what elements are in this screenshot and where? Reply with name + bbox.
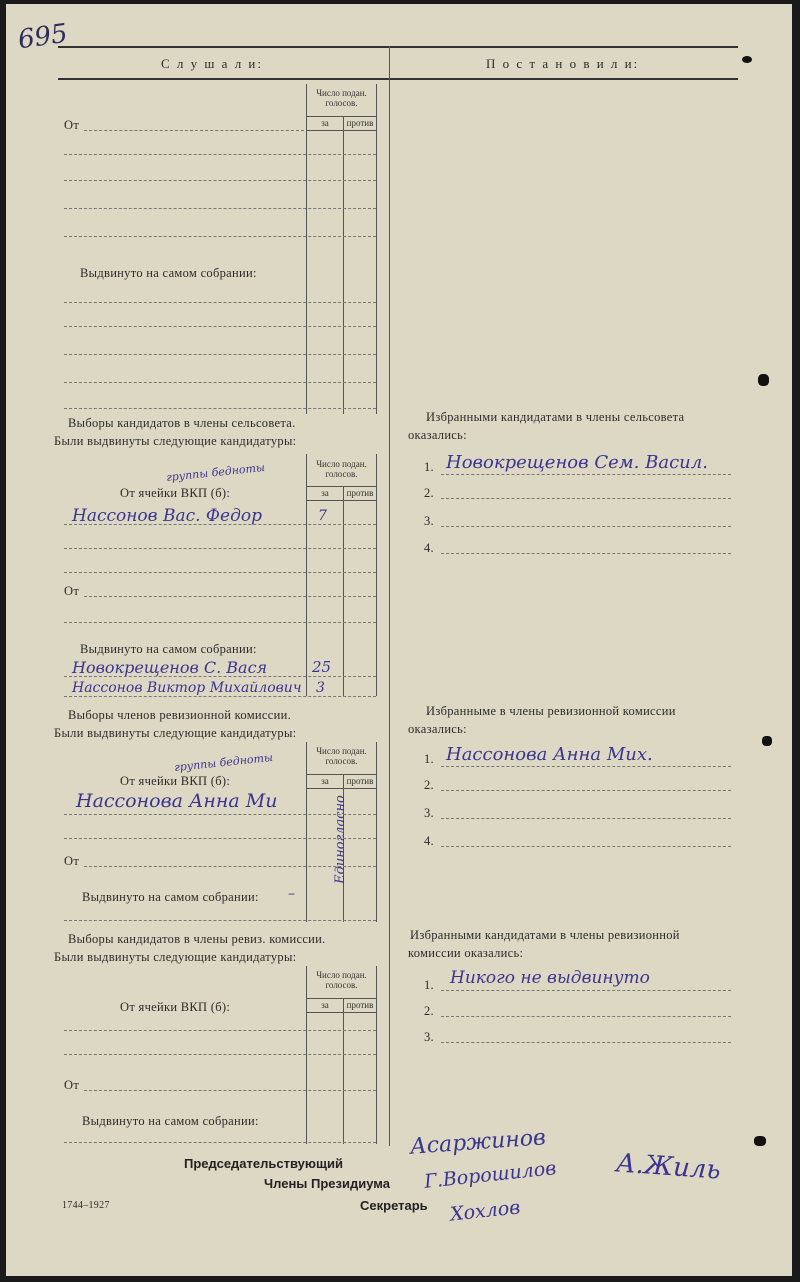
section4-from-label: От — [64, 1078, 80, 1092]
section4-heading-1: Выборы кандидатов в члены ревиз. комиссии. — [68, 932, 326, 946]
section3-vote-note: Единогласно — [332, 795, 348, 884]
section3-result-line-2: оказались: — [408, 722, 467, 736]
vote-col-against: против — [346, 118, 374, 128]
section2-candidate-1: Нассонов Вас. Федор — [72, 506, 262, 526]
elected-number: 2. — [424, 778, 434, 792]
section3-candidate-1: Нассонова Анна Ми — [76, 790, 278, 812]
section2-nominated-1: Новокрещенов С. Вася — [72, 658, 268, 677]
secretary-signature: Хохлов — [449, 1196, 522, 1226]
vote-table-rule — [306, 500, 376, 501]
form-line — [64, 696, 376, 697]
section3-cell-annotation: группы бедноты — [173, 750, 274, 775]
form-line — [441, 790, 731, 791]
section2-nominated-2: Нассонов Виктор Михайлович — [72, 680, 302, 696]
vote-table-mid-border — [343, 116, 344, 414]
form-line — [64, 524, 376, 525]
form-line — [64, 838, 376, 839]
section2-nominated-1-votes: 25 — [312, 658, 332, 676]
page-number: 695 — [16, 18, 70, 56]
form-line — [441, 1042, 731, 1043]
vote-table-rule — [306, 788, 376, 789]
ink-blot — [754, 1136, 766, 1146]
vote-table-right-border — [376, 454, 377, 696]
form-line — [441, 818, 731, 819]
section4-result-line-2: комиссии оказались: — [408, 946, 524, 960]
form-line — [64, 236, 376, 237]
section4-nominated-label: Выдвинуто на самом собрании: — [82, 1114, 259, 1128]
elected-number: 2. — [424, 1004, 434, 1018]
vote-table-title: Число подан. голосов. — [316, 88, 367, 108]
vote-table-left-border — [306, 966, 307, 1144]
vote-table-title: Число подан. голосов. — [316, 970, 367, 990]
form-line — [64, 408, 376, 409]
header-top-rule — [58, 46, 738, 48]
section4-result-line-1: Избранными кандидатами в члены ревизионной — [410, 928, 680, 942]
vote-col-against: против — [346, 488, 374, 498]
form-line — [84, 1090, 376, 1091]
section3-from-cell-label: От ячейки ВКП (б): — [120, 774, 231, 788]
section2-candidate-1-votes: 7 — [318, 508, 327, 524]
form-line — [64, 676, 376, 677]
secretary-label: Секретарь — [360, 1198, 428, 1213]
vote-col-against: против — [346, 1000, 374, 1010]
vote-table-left-border — [306, 84, 307, 414]
vote-table-left-border — [306, 742, 307, 922]
section3-nominated-label: Выдвинуто на самом собрании: — [82, 890, 259, 904]
form-line — [64, 208, 376, 209]
section3-from-label: От — [64, 854, 80, 868]
vote-col-against: против — [346, 776, 374, 786]
form-line — [64, 302, 376, 303]
chair-label: Председательствующий — [184, 1156, 343, 1171]
form-line — [64, 920, 376, 921]
ink-blot — [762, 736, 772, 746]
form-line — [64, 1054, 376, 1055]
elected-number: 3. — [424, 806, 434, 820]
section3-heading-1: Выборы членов ревизионной комиссии. — [68, 708, 292, 722]
section2-result-line-1: Избранными кандидатами в члены сельсовета — [426, 410, 685, 424]
section1-nominated-label: Выдвинуто на самом собрании: — [80, 266, 257, 280]
vote-table-rule — [306, 998, 376, 999]
form-line — [441, 990, 731, 991]
form-line — [84, 130, 304, 131]
vote-col-for: за — [321, 1000, 329, 1010]
form-line — [64, 354, 376, 355]
form-line — [441, 553, 731, 554]
elected-number: 1. — [424, 752, 434, 766]
chair-signature: Асаржинов — [409, 1125, 547, 1160]
header-resolved: П о с т а н о в и л и: — [486, 56, 640, 71]
section3-result-line-1: Избранныме в члены ревизионной комиссии — [426, 704, 676, 718]
elected-number: 3. — [424, 1030, 434, 1044]
elected-number: 3. — [424, 514, 434, 528]
document-page — [6, 4, 792, 1276]
section2-heading-2: Были выдвинуты следующие кандидатуры: — [54, 434, 297, 448]
form-line — [64, 548, 376, 549]
members-signature: Г.Ворошилов — [423, 1157, 558, 1193]
elected-number: 2. — [424, 486, 434, 500]
header-heard: С л у ш а л и: — [161, 56, 263, 71]
members-signature-2: А.Жиль — [615, 1148, 722, 1186]
vote-table-mid-border — [343, 998, 344, 1144]
section4-from-cell-label: От ячейки ВКП (б): — [120, 1000, 231, 1014]
form-line — [64, 180, 376, 181]
section2-from-cell-label: От ячейки ВКП (б): — [120, 486, 231, 500]
section2-heading-1: Выборы кандидатов в члены сельсовета. — [68, 416, 296, 430]
form-line — [441, 766, 731, 767]
section3-nominated-dash: – — [288, 886, 295, 902]
section2-nominated-2-votes: 3 — [316, 680, 325, 696]
form-line — [84, 866, 376, 867]
vote-table-rule — [306, 130, 376, 131]
ink-blot — [742, 56, 752, 63]
form-line — [64, 622, 376, 623]
vote-table-mid-border — [343, 486, 344, 696]
vote-col-for: за — [321, 488, 329, 498]
form-line — [64, 572, 376, 573]
form-line — [441, 1016, 731, 1017]
vote-col-for: за — [321, 118, 329, 128]
vote-table-right-border — [376, 966, 377, 1144]
form-line — [441, 498, 731, 499]
vote-table-right-border — [376, 742, 377, 922]
elected-number: 1. — [424, 460, 434, 474]
vote-table-right-border — [376, 84, 377, 414]
members-label: Члены Президиума — [264, 1176, 390, 1191]
elected-number: 4. — [424, 834, 434, 848]
elected-number: 1. — [424, 978, 434, 992]
vote-col-for: за — [321, 776, 329, 786]
vote-table-rule — [306, 116, 376, 117]
elected-number: 4. — [424, 541, 434, 555]
section2-cell-annotation: группы бедноты — [165, 460, 266, 485]
section4-elected-1: Никого не выдвинуто — [450, 968, 650, 988]
form-line — [64, 814, 376, 815]
form-line — [441, 474, 731, 475]
section3-elected-1: Нассонова Анна Мих. — [446, 744, 653, 765]
form-line — [64, 1030, 376, 1031]
section2-from-label: От — [64, 584, 80, 598]
vote-table-title: Число подан. голосов. — [316, 746, 367, 766]
header-bottom-rule — [58, 78, 738, 80]
form-line — [64, 382, 376, 383]
vote-table-rule — [306, 1012, 376, 1013]
form-line — [64, 154, 376, 155]
form-line — [64, 326, 376, 327]
form-line — [441, 526, 731, 527]
ink-blot — [758, 374, 769, 386]
column-divider — [389, 46, 390, 1146]
vote-table-title: Число подан. голосов. — [316, 459, 367, 479]
section2-result-line-2: оказались: — [408, 428, 467, 442]
section2-elected-1: Новокрещенов Сем. Васил. — [446, 452, 708, 473]
form-line — [441, 846, 731, 847]
form-line — [84, 596, 376, 597]
section1-from-label: От — [64, 118, 80, 132]
form-line — [64, 1142, 376, 1143]
section2-nominated-label: Выдвинуто на самом собрании: — [80, 642, 257, 656]
vote-table-rule — [306, 486, 376, 487]
form-code: 1744–1927 — [62, 1200, 110, 1211]
section3-heading-2: Были выдвинуты следующие кандидатуры: — [54, 726, 297, 740]
section4-heading-2: Были выдвинуты следующие кандидатуры: — [54, 950, 297, 964]
vote-table-rule — [306, 774, 376, 775]
